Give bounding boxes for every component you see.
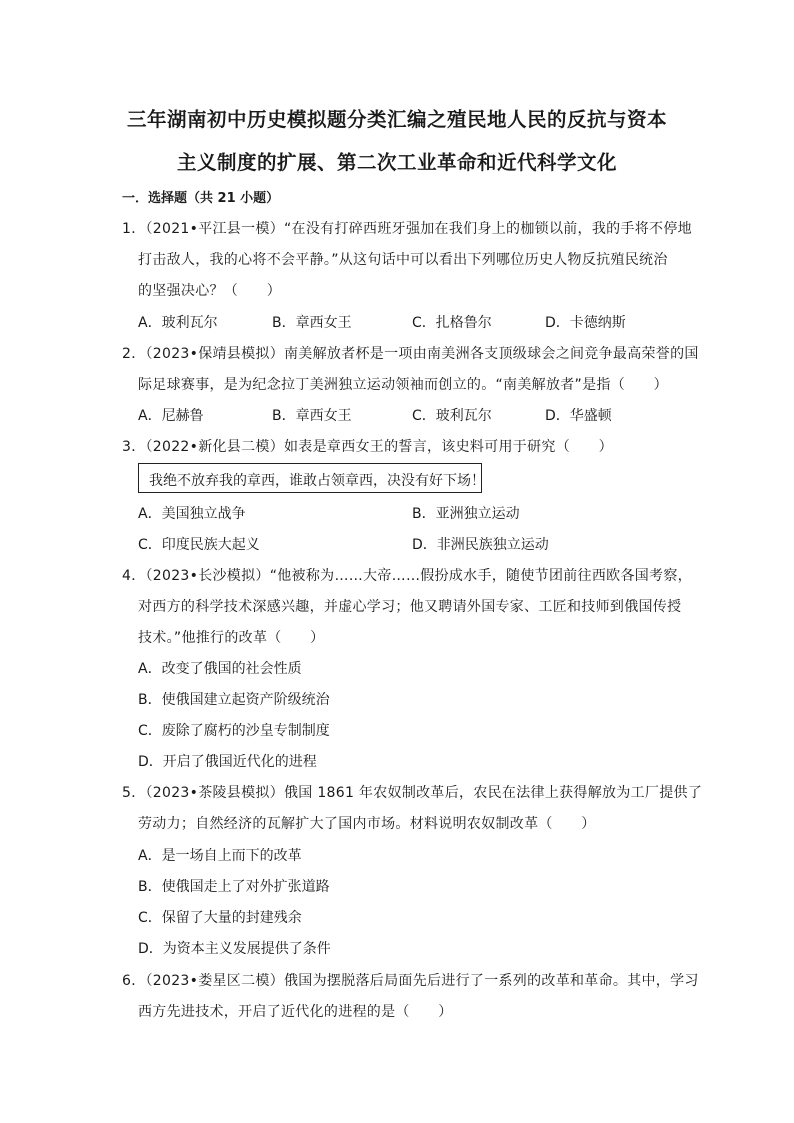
question-5-stem-line-1: 5．（2023•茶陵县模拟）俄国 1861 年农奴制改革后，农民在法律上获得解放为工厂提供了	[122, 785, 703, 801]
question-1-option-b[interactable]: B．章西女王	[272, 315, 352, 331]
question-1-stem-line-2: 打击敌人，我的心将不会平静。”从这句话中可以看出下列哪位历史人物反抗殖民统治	[138, 252, 668, 268]
question-5-option-b[interactable]: B．使俄国走上了对外扩张道路	[138, 879, 330, 895]
question-5-stem-line-2: 劳动力；自然经济的瓦解扩大了国内市场。材料说明农奴制改革（ ）	[138, 816, 596, 832]
question-3-option-b[interactable]: B．亚洲独立运动	[412, 506, 520, 522]
question-1-option-a[interactable]: A．玻利瓦尔	[138, 315, 218, 331]
question-5-option-d[interactable]: D．为资本主义发展提供了条件	[138, 941, 331, 957]
question-2-option-b[interactable]: B．章西女王	[272, 408, 352, 424]
question-3-option-a[interactable]: A．美国独立战争	[138, 506, 246, 522]
question-2-option-c[interactable]: C．玻利瓦尔	[412, 408, 492, 424]
question-2-stem-line-2: 际足球赛事，是为纪念拉丁美洲独立运动领袖而创立的。“南美解放者”是指（ ）	[138, 377, 668, 393]
question-6-stem-line-1: 6．（2023•娄星区二模）俄国为摆脱落后局面先后进行了一系列的改革和革命。其中，学习	[122, 973, 699, 989]
question-3-option-c[interactable]: C．印度民族大起义	[138, 537, 260, 553]
question-1-stem-line-1: 1．（2021•平江县一模）“在没有打碎西班牙强加在我们身上的枷锁以前，我的手将不停地	[122, 221, 692, 237]
question-1-option-c[interactable]: C．扎格鲁尔	[412, 315, 492, 331]
question-4-option-b[interactable]: B．使俄国建立起资产阶级统治	[138, 692, 330, 708]
quote-text: 我绝不放弃我的章西，谁敢占领章西，决没有好下场！	[149, 473, 485, 489]
question-4-stem-line-2: 对西方的科学技术深感兴趣，并虚心学习；他又聘请外国专家、工匠和技师到俄国传授	[138, 599, 682, 615]
question-5-option-c[interactable]: C．保留了大量的封建残余	[138, 910, 302, 926]
question-4-stem-line-3: 技术。”他推行的改革（ ）	[138, 630, 325, 646]
question-4-stem-line-1: 4．（2023•长沙模拟）“他被称为……大帝……假扮成水手，随使节团前往西欧各国考察，	[122, 568, 692, 584]
question-6-stem-line-2: 西方先进技术，开启了近代化的进程的是（ ）	[138, 1004, 453, 1020]
question-4-option-d[interactable]: D．开启了俄国近代化的进程	[138, 754, 317, 770]
question-2-option-a[interactable]: A．尼赫鲁	[138, 408, 204, 424]
document-title-line-1: 三年湖南初中历史模拟题分类汇编之殖民地人民的反抗与资本	[126, 108, 667, 131]
question-4-option-a[interactable]: A．改变了俄国的社会性质	[138, 661, 302, 677]
question-1-option-d[interactable]: D．卡德纳斯	[545, 315, 626, 331]
document-title-line-2: 主义制度的扩展、第二次工业革命和近代科学文化	[176, 151, 617, 174]
question-4-option-c[interactable]: C．废除了腐朽的沙皇专制制度	[138, 723, 330, 739]
section-heading: 一．选择题（共 21 小题）	[122, 191, 280, 206]
question-5-option-a[interactable]: A．是一场自上而下的改革	[138, 848, 302, 864]
question-2-stem-line-1: 2．（2023•保靖县模拟）南美解放者杯是一项由南美洲各支顶级球会之间竞争最高荣誉的国	[122, 346, 699, 362]
question-3-option-d[interactable]: D．非洲民族独立运动	[412, 537, 549, 553]
quote-box	[138, 463, 485, 493]
question-1-stem-line-3: 的坚强决心？（ ）	[138, 283, 281, 299]
question-2-option-d[interactable]: D．华盛顿	[545, 408, 612, 424]
question-3-stem-line-1: 3．（2022•新化县二模）如表是章西女王的誓言，该史料可用于研究（ ）	[122, 439, 613, 455]
